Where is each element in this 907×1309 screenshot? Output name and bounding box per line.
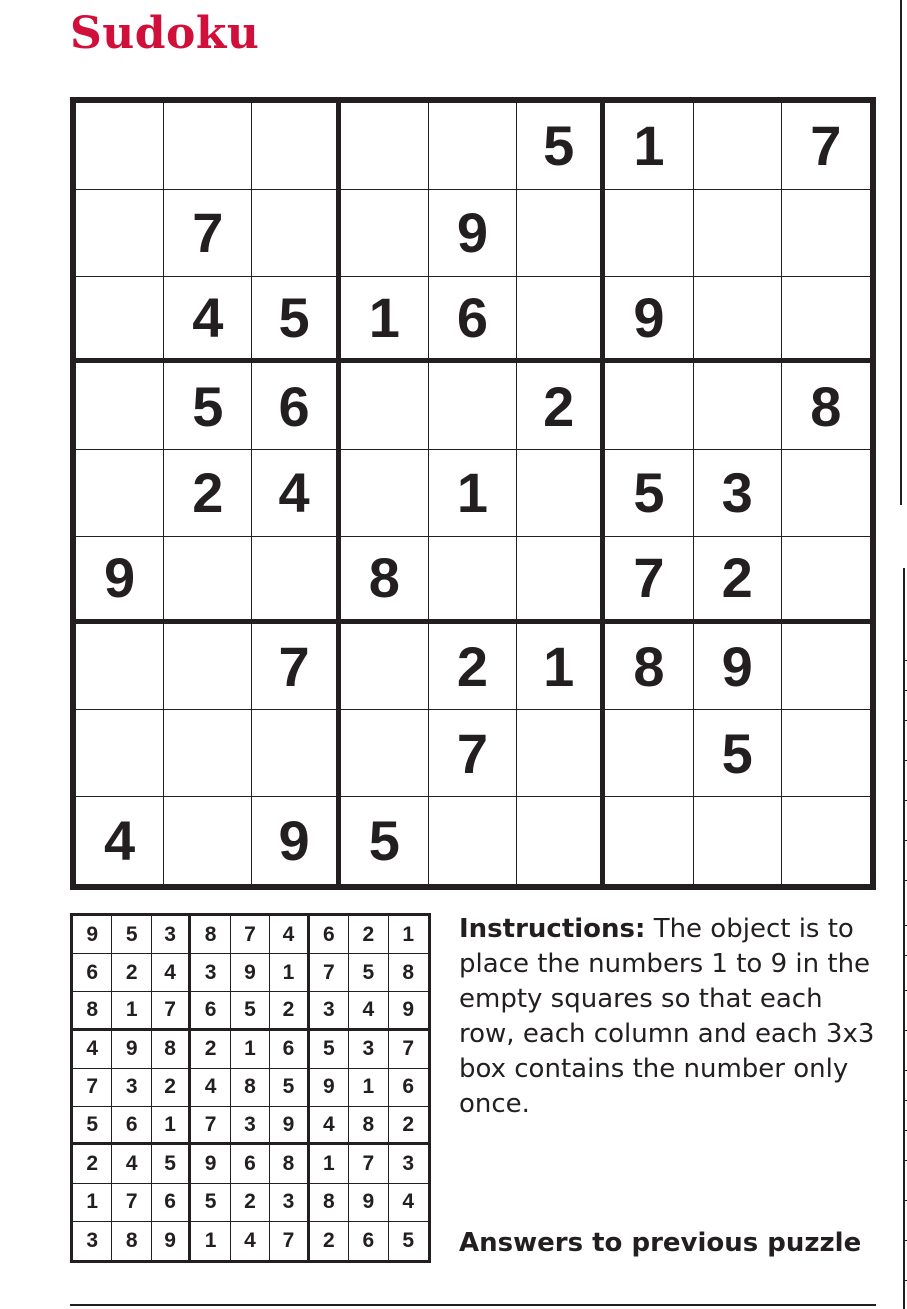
answer-cell: 8 <box>310 1184 349 1222</box>
sudoku-given-cell: 1 <box>517 624 605 711</box>
answer-cell: 4 <box>231 1222 270 1260</box>
sudoku-given-cell: 5 <box>694 710 782 797</box>
sudoku-empty-cell[interactable] <box>429 797 517 884</box>
answer-cell: 1 <box>389 916 428 954</box>
sudoku-empty-cell[interactable] <box>164 797 252 884</box>
page-edge-tick <box>903 1240 907 1241</box>
answer-cell: 7 <box>231 916 270 954</box>
sudoku-empty-cell[interactable] <box>341 363 429 450</box>
answer-cell: 6 <box>310 916 349 954</box>
answer-cell: 6 <box>73 954 112 992</box>
page-edge-tick <box>903 880 907 881</box>
sudoku-given-cell: 4 <box>164 277 252 364</box>
answer-cell: 3 <box>73 1222 112 1260</box>
sudoku-given-cell: 6 <box>429 277 517 364</box>
sudoku-given-cell: 4 <box>76 797 164 884</box>
answer-cell: 5 <box>191 1184 230 1222</box>
page-edge-tick <box>903 1200 907 1201</box>
sudoku-empty-cell[interactable] <box>76 710 164 797</box>
answer-cell: 4 <box>73 1031 112 1069</box>
sudoku-empty-cell[interactable] <box>694 103 782 190</box>
answer-cell: 4 <box>112 1145 151 1183</box>
answer-cell: 6 <box>152 1184 191 1222</box>
answer-cell: 9 <box>73 916 112 954</box>
answer-cell: 4 <box>191 1069 230 1107</box>
sudoku-given-cell: 4 <box>252 450 340 537</box>
sudoku-empty-cell[interactable] <box>164 710 252 797</box>
sudoku-empty-cell[interactable] <box>694 363 782 450</box>
answer-cell: 8 <box>270 1145 309 1183</box>
answer-cell: 1 <box>191 1222 230 1260</box>
answer-cell: 5 <box>152 1145 191 1183</box>
sudoku-empty-cell[interactable] <box>694 797 782 884</box>
sudoku-empty-cell[interactable] <box>605 797 693 884</box>
sudoku-empty-cell[interactable] <box>517 190 605 277</box>
answer-cell: 7 <box>152 992 191 1030</box>
answer-cell: 7 <box>191 1107 230 1145</box>
sudoku-empty-cell[interactable] <box>341 450 429 537</box>
page-edge-tick <box>903 840 907 841</box>
answer-cell: 4 <box>270 916 309 954</box>
sudoku-given-cell: 5 <box>605 450 693 537</box>
sudoku-empty-cell[interactable] <box>252 537 340 624</box>
sudoku-empty-cell[interactable] <box>252 103 340 190</box>
answer-cell: 5 <box>402 1228 415 1252</box>
answer-cell: 3 <box>152 916 191 954</box>
sudoku-given-cell: 9 <box>694 624 782 711</box>
answer-cell: 5 <box>73 1107 112 1145</box>
page-edge-line <box>900 0 902 505</box>
sudoku-empty-cell[interactable] <box>517 277 605 364</box>
answer-cell: 8 <box>231 1069 270 1107</box>
sudoku-empty-cell[interactable] <box>252 710 340 797</box>
sudoku-given-cell: 7 <box>164 190 252 277</box>
answer-cell: 2 <box>270 992 309 1030</box>
page-edge-tick <box>903 955 907 956</box>
sudoku-given-cell: 5 <box>341 797 429 884</box>
sudoku-empty-cell[interactable] <box>164 103 252 190</box>
sudoku-given-cell: 8 <box>341 537 429 624</box>
sudoku-empty-cell[interactable] <box>341 710 429 797</box>
answer-cell: 7 <box>270 1222 309 1260</box>
sudoku-given-cell: 3 <box>694 450 782 537</box>
sudoku-empty-cell[interactable] <box>782 537 870 624</box>
sudoku-given-cell: 9 <box>429 190 517 277</box>
answer-cell: 3 <box>112 1069 151 1107</box>
answer-cell: 7 <box>349 1145 388 1183</box>
page-edge-tick <box>903 1130 907 1131</box>
answer-cell: 1 <box>270 954 309 992</box>
answer-cell: 3 <box>191 954 230 992</box>
answer-cell: 6 <box>191 992 230 1030</box>
answer-cell: 4 <box>389 1184 428 1222</box>
answer-cell: 2 <box>349 916 388 954</box>
sudoku-empty-cell[interactable] <box>76 624 164 711</box>
page-edge-line <box>903 568 905 1309</box>
answer-cell: 9 <box>152 1222 191 1260</box>
answer-cell: 1 <box>231 1031 270 1069</box>
sudoku-empty-cell[interactable] <box>694 277 782 364</box>
sudoku-empty-cell[interactable] <box>429 103 517 190</box>
sudoku-empty-cell[interactable] <box>782 450 870 537</box>
sudoku-given-cell: 9 <box>252 797 340 884</box>
answer-cell: 9 <box>310 1069 349 1107</box>
sudoku-empty-cell[interactable] <box>605 190 693 277</box>
instructions <box>459 912 879 1122</box>
sudoku-empty-cell[interactable] <box>782 797 870 884</box>
sudoku-given-cell: 9 <box>76 537 164 624</box>
sudoku-empty-cell[interactable] <box>76 450 164 537</box>
answer-cell: 8 <box>112 1222 151 1260</box>
answer-cell: 9 <box>191 1145 230 1183</box>
answer-cell: 5 <box>349 954 388 992</box>
sudoku-empty-cell[interactable] <box>605 363 693 450</box>
answer-cell: 9 <box>270 1107 309 1145</box>
sudoku-given-cell: 1 <box>605 103 693 190</box>
answer-cell: 2 <box>112 954 151 992</box>
answer-cell: 2 <box>389 1107 428 1145</box>
answer-cell: 5 <box>310 1031 349 1069</box>
sudoku-given-cell: 6 <box>252 363 340 450</box>
page-edge-tick <box>903 1070 907 1071</box>
answer-cell: 4 <box>349 992 388 1030</box>
answer-cell: 8 <box>152 1031 191 1069</box>
page-edge-tick <box>903 660 907 661</box>
answer-cell: 6 <box>389 1069 428 1107</box>
sudoku-empty-cell[interactable] <box>76 103 164 190</box>
sudoku-empty-cell[interactable] <box>164 624 252 711</box>
sudoku-empty-cell[interactable] <box>429 363 517 450</box>
answer-cell: 3 <box>231 1107 270 1145</box>
answer-cell: 6 <box>349 1222 388 1260</box>
sudoku-given-cell: 8 <box>605 624 693 711</box>
answer-cell: 9 <box>112 1031 151 1069</box>
sudoku-given-cell: 7 <box>782 103 870 190</box>
answer-cell: 8 <box>191 916 230 954</box>
sudoku-empty-cell[interactable] <box>429 537 517 624</box>
answers-grid <box>70 913 431 1263</box>
sudoku-puzzle-grid <box>70 97 876 890</box>
sudoku-given-cell: 7 <box>252 624 340 711</box>
sudoku-empty-cell[interactable] <box>341 624 429 711</box>
sudoku-empty-cell[interactable] <box>76 277 164 364</box>
answer-cell: 3 <box>310 992 349 1030</box>
sudoku-given-cell: 5 <box>164 363 252 450</box>
answer-cell: 9 <box>349 1184 388 1222</box>
answer-cell: 3 <box>349 1031 388 1069</box>
answer-cell: 5 <box>112 916 151 954</box>
sudoku-given-cell: 1 <box>341 277 429 364</box>
sudoku-empty-cell[interactable] <box>164 537 252 624</box>
sudoku-empty-cell[interactable] <box>517 797 605 884</box>
answer-cell: 6 <box>231 1145 270 1183</box>
answer-cell: 4 <box>152 954 191 992</box>
instructions-text: The object is to place the numbers 1 to 9 in the empty squares so that each row, each column and each 3x3 box contains the number only once. <box>459 914 875 1119</box>
sudoku-empty-cell[interactable] <box>782 624 870 711</box>
page-edge-tick <box>903 1030 907 1031</box>
sudoku-empty-cell[interactable] <box>782 190 870 277</box>
page-edge-tick <box>903 990 907 991</box>
answer-cell: 2 <box>73 1145 112 1183</box>
sudoku-given-cell: 1 <box>429 450 517 537</box>
answer-cell: 9 <box>231 954 270 992</box>
answer-cell: 3 <box>389 1145 428 1183</box>
sudoku-given-cell: 2 <box>517 363 605 450</box>
answer-cell: 1 <box>310 1145 349 1183</box>
answer-cell: 2 <box>191 1031 230 1069</box>
answer-cell: 7 <box>310 954 349 992</box>
sudoku-given-cell: 2 <box>429 624 517 711</box>
answer-cell: 8 <box>349 1107 388 1145</box>
page-edge-tick <box>903 720 907 721</box>
instructions-label: Instructions: <box>459 914 646 944</box>
sudoku-given-cell: 2 <box>694 537 782 624</box>
sudoku-given-cell: 5 <box>252 277 340 364</box>
sudoku-empty-cell[interactable] <box>76 190 164 277</box>
answer-cell: 1 <box>349 1069 388 1107</box>
answer-cell: 1 <box>73 1184 112 1222</box>
page-edge-tick <box>903 1160 907 1161</box>
answer-cell: 9 <box>389 992 428 1030</box>
answer-cell: 4 <box>310 1107 349 1145</box>
sudoku-given-cell: 2 <box>164 450 252 537</box>
answer-cell: 3 <box>270 1184 309 1222</box>
answers-caption: Answers to previous puzzle <box>459 1228 862 1258</box>
sudoku-given-cell: 9 <box>605 277 693 364</box>
answer-cell: 8 <box>389 954 428 992</box>
bottom-rule <box>70 1304 876 1306</box>
answer-cell: 2 <box>152 1069 191 1107</box>
answer-cell: 6 <box>270 1031 309 1069</box>
sudoku-given-cell: 5 <box>517 103 605 190</box>
page-edge-tick <box>903 1100 907 1101</box>
answer-cell: 7 <box>73 1069 112 1107</box>
sudoku-empty-cell[interactable] <box>782 277 870 364</box>
answer-cell: 2 <box>231 1184 270 1222</box>
answer-cell: 5 <box>270 1069 309 1107</box>
page-title: Sudoku <box>70 8 260 59</box>
page-edge-tick <box>903 800 907 801</box>
answer-cell: 8 <box>73 992 112 1030</box>
sudoku-empty-cell[interactable] <box>517 537 605 624</box>
sudoku-empty-cell[interactable] <box>517 450 605 537</box>
answer-cell: 1 <box>112 992 151 1030</box>
sudoku-empty-cell[interactable] <box>252 190 340 277</box>
answer-cell: 2 <box>310 1222 349 1260</box>
sudoku-given-cell: 7 <box>429 710 517 797</box>
sudoku-given-cell: 7 <box>605 537 693 624</box>
sudoku-empty-cell[interactable] <box>694 190 782 277</box>
sudoku-empty-cell[interactable] <box>605 710 693 797</box>
page-edge-tick <box>903 690 907 691</box>
answer-cell: 5 <box>231 992 270 1030</box>
sudoku-empty-cell[interactable] <box>341 190 429 277</box>
sudoku-empty-cell[interactable] <box>782 710 870 797</box>
page-edge-tick <box>903 925 907 926</box>
sudoku-given-cell: 8 <box>782 363 870 450</box>
page-edge-tick <box>903 1280 907 1281</box>
answer-cell: 6 <box>112 1107 151 1145</box>
answer-cell: 1 <box>152 1107 191 1145</box>
sudoku-empty-cell[interactable] <box>341 103 429 190</box>
answer-cell: 7 <box>112 1184 151 1222</box>
sudoku-empty-cell[interactable] <box>76 363 164 450</box>
page-edge-tick <box>903 760 907 761</box>
answer-cell: 7 <box>389 1031 428 1069</box>
sudoku-empty-cell[interactable] <box>517 710 605 797</box>
